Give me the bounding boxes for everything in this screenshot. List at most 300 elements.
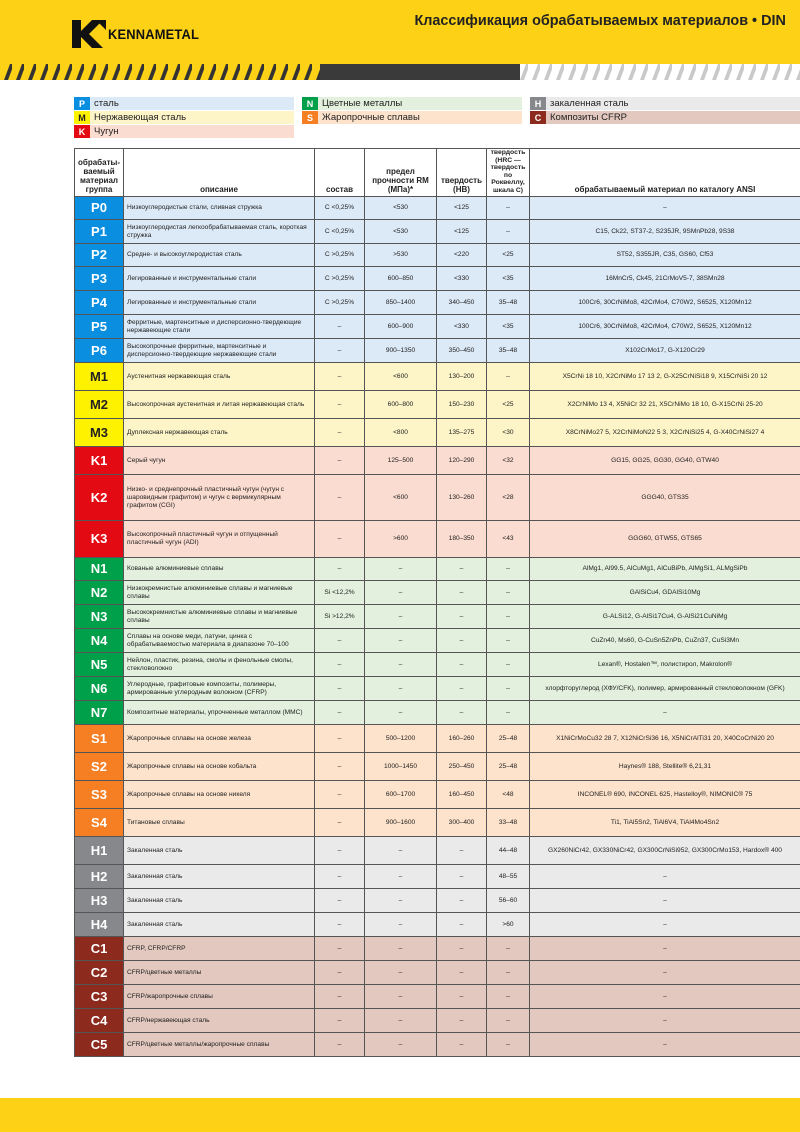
strength: – bbox=[365, 558, 437, 581]
table-row bbox=[75, 677, 800, 701]
hardness-hb: <125 bbox=[437, 220, 487, 244]
ansi-material: X1NiCrMoCu32 28 7, X12NiCrSi36 16, X5NiCrAlTi31 20, X40CoCrNi20 20 bbox=[530, 725, 800, 753]
ansi-material: GG15, GG25, GG30, GG40, GTW40 bbox=[530, 447, 800, 475]
ansi-material: 16MnCr5, Ck45, 21CrMoV5-7, 38SMn28 bbox=[530, 267, 800, 291]
hardness-hb: 340–450 bbox=[437, 291, 487, 315]
hardness-hrc: <25 bbox=[487, 391, 530, 419]
composition: – bbox=[315, 937, 365, 961]
decorative-stripes bbox=[0, 64, 800, 80]
ansi-material: GGG60, GTW55, GTS65 bbox=[530, 521, 800, 558]
strength: <600 bbox=[365, 475, 437, 521]
brand-name: KENNAMETAL bbox=[108, 26, 200, 42]
ansi-material: – bbox=[530, 1033, 800, 1057]
ansi-material: – bbox=[530, 961, 800, 985]
hardness-hrc: >60 bbox=[487, 913, 530, 937]
legend-code: C bbox=[530, 111, 546, 124]
header-description: описание bbox=[124, 149, 315, 197]
hardness-hb: 120–290 bbox=[437, 447, 487, 475]
legend-name: закаленная сталь bbox=[550, 98, 629, 109]
ansi-material: C15, Ck22, ST37-2, S235JR, 9SMnPb28, 9S38 bbox=[530, 220, 800, 244]
group-code: P3 bbox=[75, 267, 124, 291]
hardness-hrc: 35–48 bbox=[487, 291, 530, 315]
strength: 900–1350 bbox=[365, 339, 437, 363]
description: CFRP/цветные металлы bbox=[124, 961, 315, 985]
table-row bbox=[75, 985, 800, 1009]
hardness-hrc: – bbox=[487, 961, 530, 985]
hardness-hrc: – bbox=[487, 558, 530, 581]
legend-item-s bbox=[302, 111, 522, 124]
strength: – bbox=[365, 837, 437, 865]
description: Сплавы на основе меди, латуни, цинка с обрабатываемостью материала в диапазоне 70–100 bbox=[124, 629, 315, 653]
table-row bbox=[75, 197, 800, 220]
composition: – bbox=[315, 677, 365, 701]
description: Легированные и инструментальные стали bbox=[124, 267, 315, 291]
hardness-hb: <330 bbox=[437, 315, 487, 339]
composition: – bbox=[315, 521, 365, 558]
composition: – bbox=[315, 447, 365, 475]
group-code: H3 bbox=[75, 889, 124, 913]
group-code: S3 bbox=[75, 781, 124, 809]
group-code: S1 bbox=[75, 725, 124, 753]
legend-code: H bbox=[530, 97, 546, 110]
header-hardness-hb: твердость (HB) bbox=[437, 149, 487, 197]
strength: – bbox=[365, 581, 437, 605]
composition: – bbox=[315, 475, 365, 521]
composition: C >0,25% bbox=[315, 267, 365, 291]
strength: – bbox=[365, 961, 437, 985]
composition: – bbox=[315, 629, 365, 653]
page-header bbox=[0, 0, 800, 64]
strength: >600 bbox=[365, 521, 437, 558]
hardness-hb: 130–200 bbox=[437, 363, 487, 391]
hardness-hb: 160–260 bbox=[437, 725, 487, 753]
table-row bbox=[75, 363, 800, 391]
composition: – bbox=[315, 419, 365, 447]
hardness-hb: – bbox=[437, 837, 487, 865]
legend-name: Композиты CFRP bbox=[550, 112, 628, 123]
strength: 1000–1450 bbox=[365, 753, 437, 781]
description: CFRP, CFRP/CFRP bbox=[124, 937, 315, 961]
composition: – bbox=[315, 701, 365, 725]
description: Средне- и высокоуглеродистая сталь bbox=[124, 244, 315, 267]
composition: – bbox=[315, 315, 365, 339]
group-code: N3 bbox=[75, 605, 124, 629]
description: Низко- и среднепрочный пластичный чугун (чугун с шаровидным графитом) и чугун с вермикулярным графитом (CGI) bbox=[124, 475, 315, 521]
description: Дуплексная нержавеющая сталь bbox=[124, 419, 315, 447]
description: Высокопрочный пластичный чугун и отпущенный пластичный чугун (ADI) bbox=[124, 521, 315, 558]
strength: 600–1700 bbox=[365, 781, 437, 809]
table-row bbox=[75, 725, 800, 753]
hardness-hb: 130–260 bbox=[437, 475, 487, 521]
group-code: N4 bbox=[75, 629, 124, 653]
table-row bbox=[75, 447, 800, 475]
group-code: M3 bbox=[75, 419, 124, 447]
ansi-material: X2CrNiMo 13 4, X5NiCr 32 21, X5CrNiMo 18 10, G-X15CrNi 25-20 bbox=[530, 391, 800, 419]
group-code: P6 bbox=[75, 339, 124, 363]
ansi-material: хлорфторуглерод (ХФУ/CFK), полимер, армированный стекловолокном (GFK) bbox=[530, 677, 800, 701]
hardness-hrc: – bbox=[487, 677, 530, 701]
table-row bbox=[75, 809, 800, 837]
hardness-hrc: 25–48 bbox=[487, 753, 530, 781]
composition: – bbox=[315, 865, 365, 889]
ansi-material: CuZn40, Ms60, G-CuSn5ZnPb, CuZn37, CuSi3Mn bbox=[530, 629, 800, 653]
hardness-hrc: 35–48 bbox=[487, 339, 530, 363]
hardness-hrc: – bbox=[487, 363, 530, 391]
table-row bbox=[75, 605, 800, 629]
hardness-hrc: <35 bbox=[487, 315, 530, 339]
group-code: K2 bbox=[75, 475, 124, 521]
material-classification-table bbox=[74, 148, 800, 1057]
ansi-material: X8CrNiMo27 5, X2CrNiMoN22 5 3, X2CrNiSi25 4, G-X40CrNiSi27 4 bbox=[530, 419, 800, 447]
table-row bbox=[75, 267, 800, 291]
strength: >530 bbox=[365, 244, 437, 267]
hardness-hrc: – bbox=[487, 1009, 530, 1033]
header-strength: предел прочности RM (МПа)* bbox=[365, 149, 437, 197]
strength: 900–1600 bbox=[365, 809, 437, 837]
table-row bbox=[75, 629, 800, 653]
hardness-hb: – bbox=[437, 865, 487, 889]
strength: – bbox=[365, 677, 437, 701]
hardness-hrc: – bbox=[487, 653, 530, 677]
group-code: K1 bbox=[75, 447, 124, 475]
legend-item-h bbox=[530, 97, 800, 110]
strength: <600 bbox=[365, 363, 437, 391]
header-ansi: обрабатываемый материал по каталогу ANSI bbox=[530, 149, 800, 197]
group-code: K3 bbox=[75, 521, 124, 558]
table-header-row bbox=[75, 149, 800, 197]
group-code: H1 bbox=[75, 837, 124, 865]
ansi-material: – bbox=[530, 889, 800, 913]
ansi-material: INCONEL® 690, INCONEL 625, Hastelloy®, NIMONIC® 75 bbox=[530, 781, 800, 809]
composition: – bbox=[315, 837, 365, 865]
kennametal-k-icon bbox=[72, 20, 106, 48]
table-row bbox=[75, 1033, 800, 1057]
table-row bbox=[75, 653, 800, 677]
hardness-hb: <220 bbox=[437, 244, 487, 267]
legend-item-n bbox=[302, 97, 522, 110]
table-row bbox=[75, 889, 800, 913]
composition: Si <12,2% bbox=[315, 581, 365, 605]
hardness-hrc: 56–60 bbox=[487, 889, 530, 913]
strength: – bbox=[365, 653, 437, 677]
ansi-material: AlMg1, Al99.5, AlCuMg1, AlCuBiPb, AlMgSi1, ALMgSiPb bbox=[530, 558, 800, 581]
group-code: M2 bbox=[75, 391, 124, 419]
composition: – bbox=[315, 889, 365, 913]
description: Ферритные, мартенситные и дисперсионно-твердеющие нержавеющие стали bbox=[124, 315, 315, 339]
hardness-hrc: – bbox=[487, 1033, 530, 1057]
hardness-hb: – bbox=[437, 889, 487, 913]
group-code: S4 bbox=[75, 809, 124, 837]
legend-name: Жаропрочные сплавы bbox=[322, 112, 420, 123]
hardness-hb: <125 bbox=[437, 197, 487, 220]
strength: – bbox=[365, 629, 437, 653]
strength: – bbox=[365, 913, 437, 937]
hardness-hrc: <25 bbox=[487, 244, 530, 267]
table-row bbox=[75, 291, 800, 315]
strength: 500–1200 bbox=[365, 725, 437, 753]
hardness-hrc: 44–48 bbox=[487, 837, 530, 865]
ansi-material: – bbox=[530, 701, 800, 725]
description: Низкокремнистые алюминиевые сплавы и магниевые сплавы bbox=[124, 581, 315, 605]
composition: – bbox=[315, 558, 365, 581]
legend-item-c bbox=[530, 111, 800, 124]
composition: – bbox=[315, 391, 365, 419]
table-row bbox=[75, 220, 800, 244]
description: Жаропрочные сплавы на основе железа bbox=[124, 725, 315, 753]
hardness-hrc: – bbox=[487, 581, 530, 605]
strength: 600–900 bbox=[365, 315, 437, 339]
legend-code: M bbox=[74, 111, 90, 124]
hardness-hrc: <28 bbox=[487, 475, 530, 521]
header-group: обрабаты-ваемый материал группа bbox=[75, 149, 124, 197]
hardness-hb: 150–230 bbox=[437, 391, 487, 419]
table-row bbox=[75, 865, 800, 889]
ansi-material: GAlSiCu4, GDAlSi10Mg bbox=[530, 581, 800, 605]
ansi-material: X5CrNi 18 10, X2CrNiMo 17 13 2, G-X25CrNiSi18 9, X15CrNiSi 20 12 bbox=[530, 363, 800, 391]
strength: <530 bbox=[365, 220, 437, 244]
table-row bbox=[75, 581, 800, 605]
strength: <530 bbox=[365, 197, 437, 220]
strength: 600–850 bbox=[365, 267, 437, 291]
table-row bbox=[75, 701, 800, 725]
hardness-hb: – bbox=[437, 629, 487, 653]
ansi-material: Haynes® 188, Stellite® 6,21,31 bbox=[530, 753, 800, 781]
description: Низкоуглеродистые стали, сливная стружка bbox=[124, 197, 315, 220]
hardness-hb: – bbox=[437, 985, 487, 1009]
composition: – bbox=[315, 809, 365, 837]
kennametal-logo bbox=[72, 20, 207, 48]
legend-name: сталь bbox=[94, 98, 119, 109]
ansi-material: Lexan®, Hostalen™, полистирол, Makrolon® bbox=[530, 653, 800, 677]
group-code: C3 bbox=[75, 985, 124, 1009]
table-row bbox=[75, 1009, 800, 1033]
group-code: C5 bbox=[75, 1033, 124, 1057]
legend-name: Нержавеющая сталь bbox=[94, 112, 187, 123]
description: Композитные материалы, упрочненные металлом (MMC) bbox=[124, 701, 315, 725]
ansi-material: – bbox=[530, 913, 800, 937]
hardness-hb: 180–350 bbox=[437, 521, 487, 558]
group-code: C1 bbox=[75, 937, 124, 961]
description: CFRP/жаропрочные сплавы bbox=[124, 985, 315, 1009]
hardness-hrc: <30 bbox=[487, 419, 530, 447]
table-row bbox=[75, 339, 800, 363]
strength: – bbox=[365, 865, 437, 889]
description: Легированные и инструментальные стали bbox=[124, 291, 315, 315]
description: Титановые сплавы bbox=[124, 809, 315, 837]
group-code: P5 bbox=[75, 315, 124, 339]
description: CFRP/нержавеющая сталь bbox=[124, 1009, 315, 1033]
table-row bbox=[75, 419, 800, 447]
hardness-hb: – bbox=[437, 961, 487, 985]
hardness-hb: 250–450 bbox=[437, 753, 487, 781]
page-title: Классификация обрабатываемых материалов • DIN bbox=[414, 12, 786, 29]
hardness-hb: – bbox=[437, 605, 487, 629]
hardness-hrc: – bbox=[487, 985, 530, 1009]
strength: – bbox=[365, 1033, 437, 1057]
composition: Si >12,2% bbox=[315, 605, 365, 629]
hardness-hb: – bbox=[437, 558, 487, 581]
legend-name: Цветные металлы bbox=[322, 98, 403, 109]
hardness-hb: 350–450 bbox=[437, 339, 487, 363]
legend-code: K bbox=[74, 125, 90, 138]
header-composition: состав bbox=[315, 149, 365, 197]
hardness-hrc: <43 bbox=[487, 521, 530, 558]
ansi-material: – bbox=[530, 1009, 800, 1033]
description: Углеродные, графитовые композиты, полимеры, армированные углеродным волокном (CFRP) bbox=[124, 677, 315, 701]
description: Кованые алюминиевые сплавы bbox=[124, 558, 315, 581]
group-code: N5 bbox=[75, 653, 124, 677]
composition: – bbox=[315, 363, 365, 391]
table-row bbox=[75, 521, 800, 558]
strength: 125–500 bbox=[365, 447, 437, 475]
header-hardness-hrc: твердость (HRC — твердость по Роквеллу, шкала С) bbox=[487, 149, 530, 197]
hardness-hb: – bbox=[437, 677, 487, 701]
hardness-hrc: <48 bbox=[487, 781, 530, 809]
hardness-hb: 160–450 bbox=[437, 781, 487, 809]
legend-name: Чугун bbox=[94, 126, 119, 137]
composition: C >0,25% bbox=[315, 291, 365, 315]
composition: – bbox=[315, 961, 365, 985]
legend-code: P bbox=[74, 97, 90, 110]
group-code: P0 bbox=[75, 197, 124, 220]
group-code: P2 bbox=[75, 244, 124, 267]
ansi-material: G-ALSi12, G-AlSi17Cu4, G-AlSi21CuNiMg bbox=[530, 605, 800, 629]
group-code: C4 bbox=[75, 1009, 124, 1033]
ansi-material: GX260NiCr42, GX330NiCr42, GX300CrNiSi952, GX300CrMo153, Hardox® 400 bbox=[530, 837, 800, 865]
ansi-material: GGG40, GTS35 bbox=[530, 475, 800, 521]
hardness-hb: – bbox=[437, 1033, 487, 1057]
hardness-hb: <330 bbox=[437, 267, 487, 291]
table-row bbox=[75, 913, 800, 937]
composition: – bbox=[315, 725, 365, 753]
group-code: P4 bbox=[75, 291, 124, 315]
group-code: M1 bbox=[75, 363, 124, 391]
hardness-hrc: – bbox=[487, 937, 530, 961]
strength: 850–1400 bbox=[365, 291, 437, 315]
description: Нейлон, пластик, резина, смолы и фенольные смолы, стекловолокно bbox=[124, 653, 315, 677]
hardness-hrc: <35 bbox=[487, 267, 530, 291]
ansi-material: – bbox=[530, 865, 800, 889]
table-row bbox=[75, 244, 800, 267]
hardness-hrc: – bbox=[487, 701, 530, 725]
composition: – bbox=[315, 339, 365, 363]
composition: C <0,25% bbox=[315, 220, 365, 244]
ansi-material: 100Cr6, 30CrNiMo8, 42CrMo4, C70W2, S6525, X120Mn12 bbox=[530, 315, 800, 339]
description: Высокопрочные ферритные, мартенситные и дисперсионно-твердеющие нержавеющие стали bbox=[124, 339, 315, 363]
hardness-hb: 300–400 bbox=[437, 809, 487, 837]
description: Жаропрочные сплавы на основе кобальта bbox=[124, 753, 315, 781]
legend-code: S bbox=[302, 111, 318, 124]
description: Закаленная сталь bbox=[124, 913, 315, 937]
hardness-hrc: – bbox=[487, 197, 530, 220]
hardness-hrc: 25–48 bbox=[487, 725, 530, 753]
group-code: H2 bbox=[75, 865, 124, 889]
composition: C <0,25% bbox=[315, 197, 365, 220]
composition: C >0,25% bbox=[315, 244, 365, 267]
ansi-material: 100Cr6, 30CrNiMo8, 42CrMo4, C70W2, S6525, X120Mn12 bbox=[530, 291, 800, 315]
description: Закаленная сталь bbox=[124, 889, 315, 913]
description: Аустенитная нержавеющая сталь bbox=[124, 363, 315, 391]
strength: – bbox=[365, 605, 437, 629]
legend-code: N bbox=[302, 97, 318, 110]
description: Жаропрочные сплавы на основе никеля bbox=[124, 781, 315, 809]
table-row bbox=[75, 315, 800, 339]
hardness-hb: – bbox=[437, 653, 487, 677]
page-footer bbox=[0, 1098, 800, 1132]
legend-item-m bbox=[74, 111, 294, 124]
table-row bbox=[75, 475, 800, 521]
composition: – bbox=[315, 985, 365, 1009]
table-row bbox=[75, 937, 800, 961]
description: Закаленная сталь bbox=[124, 837, 315, 865]
ansi-material: – bbox=[530, 197, 800, 220]
material-group-legend bbox=[74, 97, 800, 141]
group-code: N2 bbox=[75, 581, 124, 605]
hardness-hrc: <32 bbox=[487, 447, 530, 475]
strength: – bbox=[365, 889, 437, 913]
description: Закаленная сталь bbox=[124, 865, 315, 889]
hardness-hb: – bbox=[437, 1009, 487, 1033]
table-row bbox=[75, 781, 800, 809]
table-row bbox=[75, 961, 800, 985]
hardness-hb: – bbox=[437, 701, 487, 725]
legend-item-p bbox=[74, 97, 294, 110]
ansi-material: Ti1, TiAl5Sn2, TiAl6V4, TiAl4Mo4Sn2 bbox=[530, 809, 800, 837]
table-body bbox=[75, 197, 800, 1057]
description: Высококремнистые алюминиевые сплавы и магниевые сплавы bbox=[124, 605, 315, 629]
composition: – bbox=[315, 753, 365, 781]
ansi-material: ST52, S355JR, C35, GS60, Cf53 bbox=[530, 244, 800, 267]
table-row bbox=[75, 753, 800, 781]
strength: <800 bbox=[365, 419, 437, 447]
group-code: H4 bbox=[75, 913, 124, 937]
strength: 600–800 bbox=[365, 391, 437, 419]
hardness-hb: – bbox=[437, 937, 487, 961]
table-row bbox=[75, 837, 800, 865]
group-code: C2 bbox=[75, 961, 124, 985]
table-row bbox=[75, 391, 800, 419]
hardness-hrc: – bbox=[487, 629, 530, 653]
hardness-hrc: 33–48 bbox=[487, 809, 530, 837]
strength: – bbox=[365, 985, 437, 1009]
strength: – bbox=[365, 937, 437, 961]
hardness-hb: – bbox=[437, 581, 487, 605]
table-row bbox=[75, 558, 800, 581]
group-code: P1 bbox=[75, 220, 124, 244]
description: Низкоуглеродистая легкообрабатываемая сталь, короткая стружка bbox=[124, 220, 315, 244]
group-code: N1 bbox=[75, 558, 124, 581]
group-code: N7 bbox=[75, 701, 124, 725]
hardness-hb: – bbox=[437, 913, 487, 937]
composition: – bbox=[315, 1009, 365, 1033]
composition: – bbox=[315, 1033, 365, 1057]
description: Серый чугун bbox=[124, 447, 315, 475]
composition: – bbox=[315, 781, 365, 809]
strength: – bbox=[365, 1009, 437, 1033]
composition: – bbox=[315, 653, 365, 677]
strength: – bbox=[365, 701, 437, 725]
composition: – bbox=[315, 913, 365, 937]
hardness-hrc: 48–55 bbox=[487, 865, 530, 889]
ansi-material: – bbox=[530, 937, 800, 961]
legend-item-k bbox=[74, 125, 294, 138]
hardness-hb: 135–275 bbox=[437, 419, 487, 447]
ansi-material: X102CrMo17, G-X120Cr29 bbox=[530, 339, 800, 363]
description: Высокопрочная аустенитная и литая нержавеющая сталь bbox=[124, 391, 315, 419]
group-code: N6 bbox=[75, 677, 124, 701]
description: CFRP/цветные металлы/жаропрочные сплавы bbox=[124, 1033, 315, 1057]
hardness-hrc: – bbox=[487, 605, 530, 629]
